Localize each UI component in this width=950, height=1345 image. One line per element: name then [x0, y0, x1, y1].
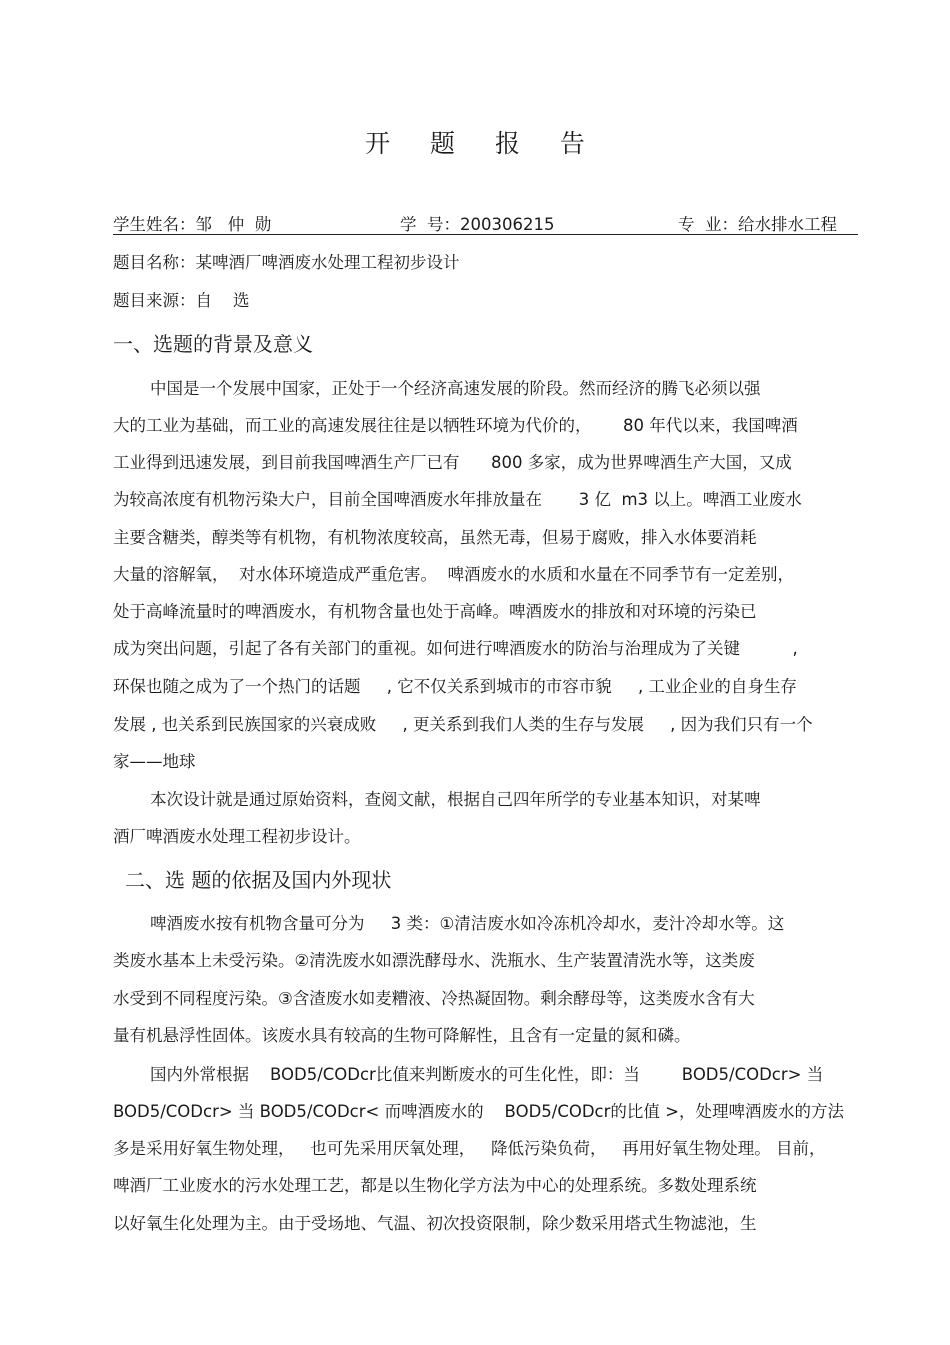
section1-line: 为较高浓度有机物污染大户，目前全国啤酒废水年排放量在 3 亿 m3 以上。啤酒工业废水	[113, 490, 802, 509]
section1-line: 中国是一个发展中国家，正处于一个经济高速发展的阶段。然而经济的腾飞必须以强	[150, 379, 761, 398]
student-id: 学 号：200306215	[400, 215, 555, 234]
section2-line: 多是采用好氧生物处理， 也可先采用厌氧处理， 降低污染负荷， 再用好氧生物处理。 目前，	[113, 1139, 826, 1158]
section1-line: 成为突出问题，引起了各有关部门的重视。如何进行啤酒废水的防治与治理成为了关键 ,	[113, 639, 798, 658]
section2-line: BOD5/CODcr> 当 BOD5/CODcr< 而啤酒废水的 BOD5/CODcr的比值 >，处理啤酒废水的方法	[113, 1102, 844, 1121]
section2-line: 水受到不同程度污染。③含渣废水如麦糟液、冷热凝固物。剩余酵母等，这类废水含有大	[113, 989, 755, 1008]
section1-line: 本次设计就是通过原始资料，查阅文献，根据自己四年所学的专业基本知识，对某啤	[150, 790, 761, 809]
section1-line: 主要含糖类，醇类等有机物，有机物浓度较高，虽然无毒，但易于腐败，排入水体要消耗	[113, 528, 757, 547]
page-title: 开 题 报 告	[365, 129, 601, 158]
section1-line: 环保也随之成为了一个热门的话题 , 它不仅关系到城市的市容市貌 , 工业企业的自身生存	[113, 677, 797, 696]
section1-line: 工业得到迅速发展，到目前我国啤酒生产厂已有 800 多家，成为世界啤酒生产大国，又成	[113, 453, 792, 472]
student-info-row	[113, 208, 858, 235]
section2-line: 类废水基本上未受污染。②清洗废水如漂洗酵母水、洗瓶水、生产装置清洗水等，这类废	[113, 951, 755, 970]
student-major: 专 业：给水排水工程	[678, 215, 837, 234]
section1-line: 处于高峰流量时的啤酒废水，有机物含量也处于高峰。啤酒废水的排放和对环境的污染已	[113, 602, 757, 621]
section2-line: 量有机悬浮性固体。该废水具有较高的生物可降解性，且含有一定量的氮和磷。	[113, 1026, 691, 1045]
section1-line: 发展 , 也关系到民族国家的兴衰成败 , 更关系到我们人类的生存与发展 , 因为我们只有一个	[113, 715, 813, 734]
topic-name: 题目名称：某啤酒厂啤酒废水处理工程初步设计	[113, 253, 460, 272]
section2-line: 以好氧生化处理为主。由于受场地、气温、初次投资限制，除少数采用塔式生物滤池，生	[113, 1214, 757, 1233]
section2-line: 啤酒废水按有机物含量可分为 3 类：①清洁废水如冷冻机冷却水，麦汁冷却水等。这	[150, 914, 785, 933]
section1-line: 大量的溶解氧， 对水体环境造成严重危害。 啤酒废水的水质和水量在不同季节有一定差别，	[113, 565, 794, 584]
student-name: 学生姓名：邹 仲 勋	[113, 215, 272, 234]
section1-line: 大的工业为基础，而工业的高速发展往往是以牺牲环境为代价的， 80 年代以来，我国啤酒	[113, 416, 798, 435]
section1-heading: 一、选题的背景及意义	[113, 332, 313, 356]
topic-source: 题目来源：自 选	[113, 291, 250, 310]
section1-line: 家——地球	[113, 752, 196, 771]
section2-line: 国内外常根据 BOD5/CODcr比值来判断废水的可生化性，即：当 BOD5/CODcr> 当	[150, 1065, 824, 1084]
section1-line: 酒厂啤酒废水处理工程初步设计。	[113, 827, 361, 846]
section2-line: 啤酒厂工业废水的污水处理工艺，都是以生物化学方法为中心的处理系统。多数处理系统	[113, 1176, 757, 1195]
section2-heading: 二、选 题的依据及国内外现状	[125, 868, 392, 892]
